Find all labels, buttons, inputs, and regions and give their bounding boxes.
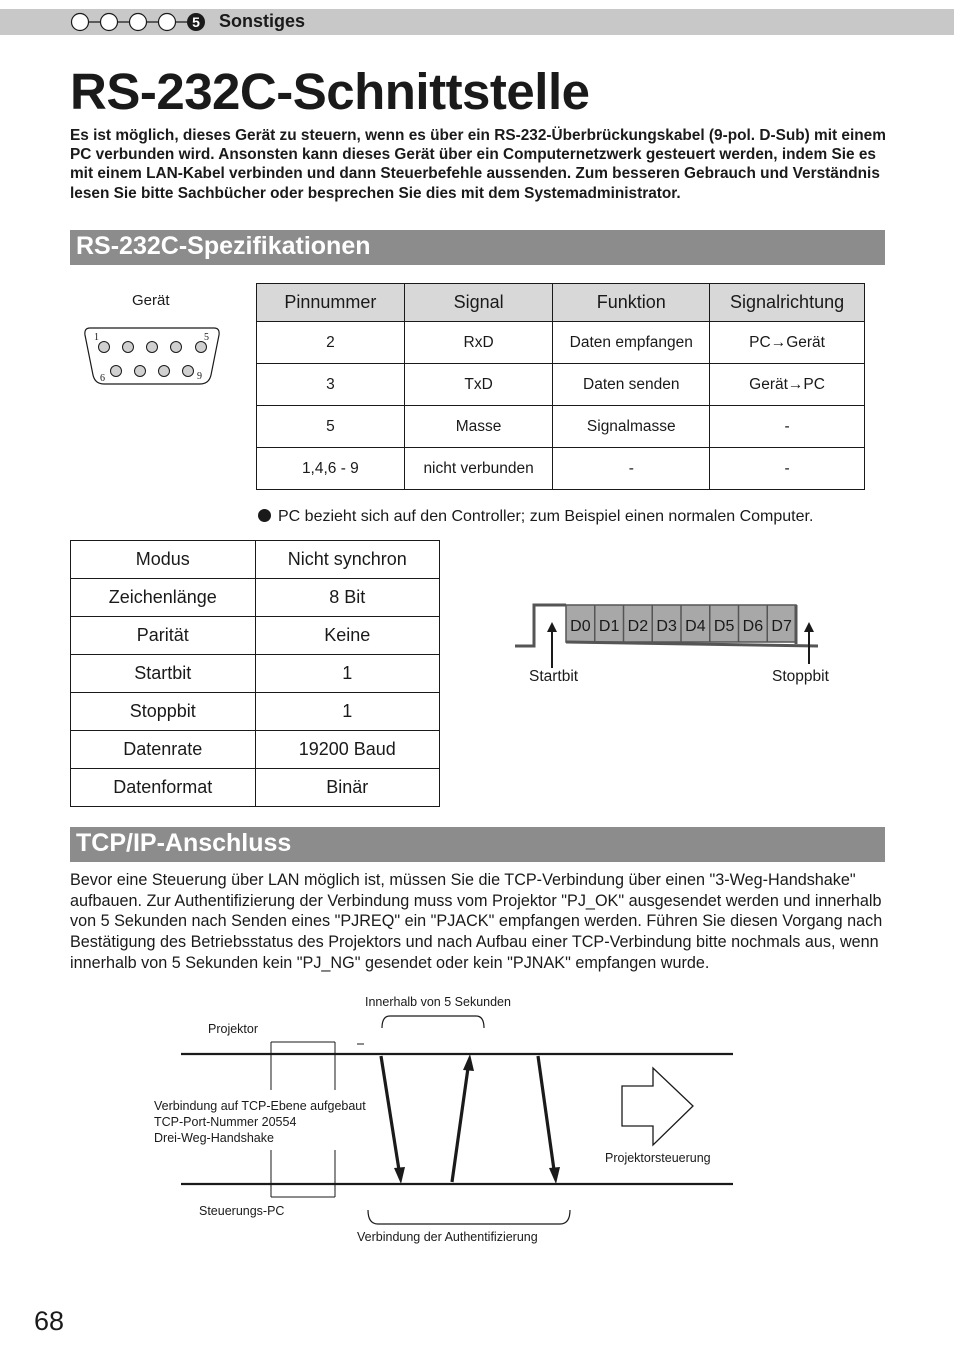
bullet-icon bbox=[258, 509, 271, 522]
projektor-label: Projektor bbox=[208, 1022, 259, 1036]
section-name: Sonstiges bbox=[219, 11, 306, 31]
table-cell: TxD bbox=[404, 364, 553, 406]
table-cell: Datenformat bbox=[71, 769, 256, 807]
table-cell: 5 bbox=[257, 406, 405, 448]
table-row bbox=[71, 769, 440, 807]
chapter-header-bar bbox=[0, 9, 954, 35]
projector-control-label: Projektorsteuerung bbox=[605, 1151, 711, 1165]
table-cell: PC→Gerät bbox=[710, 322, 865, 364]
table-cell: Zeichenlänge bbox=[71, 579, 256, 617]
tcp-section-heading: TCP/IP-Anschluss bbox=[70, 827, 885, 862]
table-header-row bbox=[257, 284, 865, 322]
tcp-paragraph: Bevor eine Steuerung über LAN möglich ist, müssen Sie die TCP-Verbindung über einen "3-Weg-Handshake" aufbauen. Zur Authentifizierung der Verbindung muss vom Projektor "PJ_OK" ausgesendet werden und innerhalb von 5 Sekunden nach Senden eines "PJREQ" ein "PJACK" empfangen werden. Führen Sie diesen Vorgang nach Bestätigung des Betriebsstatus des Projektors und nach Aufbau einer TCP-Verbindung bitte nochmals aus, wenn innerhalb von 5 Sekunden kein "PJ_NG" gesendet oder kein "PJNAK" empfangen wurde. bbox=[70, 871, 883, 972]
table-cell: - bbox=[553, 448, 710, 490]
table-cell: 19200 Baud bbox=[255, 731, 440, 769]
column-header: Pinnummer bbox=[257, 284, 405, 322]
table-cell: 8 Bit bbox=[255, 579, 440, 617]
pc-note bbox=[258, 508, 813, 526]
table-cell: Startbit bbox=[71, 655, 256, 693]
data-bit-label: D6 bbox=[742, 618, 764, 635]
pin-table bbox=[256, 283, 865, 490]
table-row bbox=[257, 322, 865, 364]
table-row bbox=[71, 579, 440, 617]
data-bit-label: D5 bbox=[713, 618, 735, 635]
table-row bbox=[71, 617, 440, 655]
table-cell: 2 bbox=[257, 322, 405, 364]
table-row bbox=[71, 693, 440, 731]
table-cell: Masse bbox=[404, 406, 553, 448]
stoppbit-label: Stoppbit bbox=[772, 668, 829, 685]
connector-label: Gerät bbox=[132, 292, 170, 309]
table-cell: Daten empfangen bbox=[553, 322, 710, 364]
arrow-up-icon bbox=[547, 622, 557, 632]
column-header: Signal bbox=[404, 284, 553, 322]
table-cell: RxD bbox=[404, 322, 553, 364]
arrow-down-icon bbox=[394, 1167, 405, 1184]
table-cell: Nicht synchron bbox=[255, 541, 440, 579]
intro-paragraph: Es ist möglich, dieses Gerät zu steuern, wenn es über ein RS-232-Überbrückungskabel (9-pol. D-Sub) mit einem PC verbunden wird. Ansonsten kann dieses Gerät über ein Computernetzwerk gesteuert werden, indem Sie es mit einem LAN-Kabel verbinden und dann Steuerbefehle aussenden. Zum besseren Gebrauch und Verständnis lesen Sie bitte Sachbücher oder besprechen Sie dies mit dem Systemadministrator. bbox=[70, 127, 886, 202]
tcp-handshake-diagram bbox=[150, 990, 750, 1255]
table-cell: nicht verbunden bbox=[404, 448, 553, 490]
data-bit-label: D2 bbox=[627, 618, 649, 635]
data-bit-label: D0 bbox=[570, 618, 591, 635]
arrow-up-icon bbox=[463, 1054, 474, 1071]
within-5s-label: Innerhalb von 5 Sekunden bbox=[365, 995, 511, 1009]
data-bit-label: D4 bbox=[685, 618, 706, 635]
startbit-label: Startbit bbox=[529, 668, 579, 685]
table-cell: 1,4,6 - 9 bbox=[257, 448, 405, 490]
dsub-connector-icon bbox=[80, 320, 225, 390]
control-pc-label: Steuerungs-PC bbox=[199, 1204, 285, 1218]
arrow-up-icon bbox=[804, 622, 814, 632]
table-row bbox=[71, 541, 440, 579]
table-cell: Stoppbit bbox=[71, 693, 256, 731]
pin-label-6: 6 bbox=[100, 373, 105, 384]
table-cell: Keine bbox=[255, 617, 440, 655]
table-cell: 1 bbox=[255, 693, 440, 731]
data-bit-label: D3 bbox=[656, 618, 677, 635]
table-cell: - bbox=[710, 406, 865, 448]
table-cell: Daten senden bbox=[553, 364, 710, 406]
tcp-established-label: Verbindung auf TCP-Ebene aufgebaut bbox=[154, 1099, 366, 1113]
table-cell: Parität bbox=[71, 617, 256, 655]
mode-table bbox=[70, 540, 440, 807]
column-header: Funktion bbox=[553, 284, 710, 322]
pin-label-1: 1 bbox=[94, 332, 99, 343]
table-cell: - bbox=[710, 448, 865, 490]
table-cell: Datenrate bbox=[71, 731, 256, 769]
data-bit-label: D1 bbox=[598, 618, 620, 635]
page-title: RS-232C-Schnittstelle bbox=[70, 63, 590, 120]
note-text: PC bezieht sich auf den Controller; zum Beispiel einen normalen Computer. bbox=[278, 508, 814, 525]
table-cell: Binär bbox=[255, 769, 440, 807]
table-row bbox=[71, 731, 440, 769]
handshake-label: Drei-Weg-Handshake bbox=[154, 1131, 274, 1145]
table-cell: Gerät→PC bbox=[710, 364, 865, 406]
table-cell: Modus bbox=[71, 541, 256, 579]
table-row bbox=[257, 406, 865, 448]
table-cell: Signalmasse bbox=[553, 406, 710, 448]
serial-timing-diagram bbox=[510, 598, 850, 690]
column-header: Signalrichtung bbox=[710, 284, 865, 322]
table-cell: 1 bbox=[255, 655, 440, 693]
big-right-arrow-icon bbox=[622, 1068, 693, 1145]
table-row bbox=[257, 448, 865, 490]
pin-label-5: 5 bbox=[204, 332, 209, 343]
table-row bbox=[71, 655, 440, 693]
pin-label-9: 9 bbox=[197, 371, 202, 382]
data-bit-label: D7 bbox=[771, 618, 792, 635]
table-cell: 3 bbox=[257, 364, 405, 406]
tcp-port-label: TCP-Port-Nummer 20554 bbox=[154, 1115, 297, 1129]
chapter-progress-icon bbox=[70, 12, 210, 32]
table-row bbox=[257, 364, 865, 406]
chapter-number: 5 bbox=[192, 14, 200, 30]
page-number: 68 bbox=[34, 1306, 65, 1336]
auth-connection-label: Verbindung der Authentifizierung bbox=[357, 1230, 538, 1244]
arrow-down-icon bbox=[549, 1167, 560, 1184]
spec-section-heading: RS-232C-Spezifikationen bbox=[70, 230, 885, 265]
